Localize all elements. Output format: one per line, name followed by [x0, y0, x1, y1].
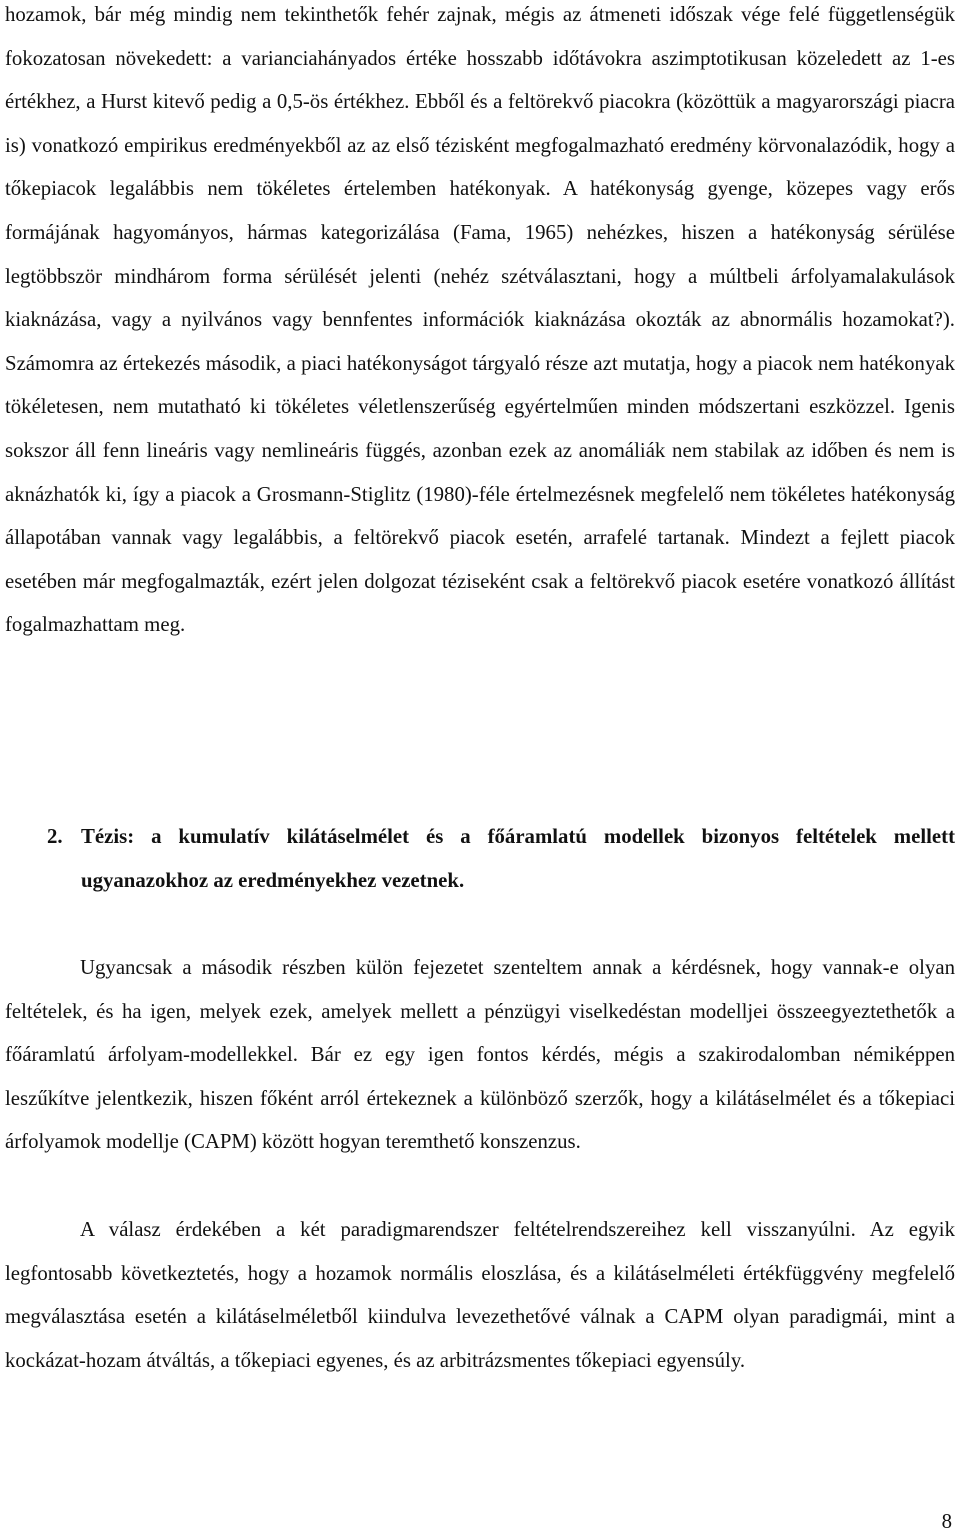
thesis-heading [5, 815, 955, 902]
body-paragraph-3: A válasz érdekében a két paradigmarendszer feltételrendszereihez kell visszanyúlni. Az egyik legfontosabb következtetés, hogy a hozamok normális eloszlása, és a kilátáselméleti értékfüggvény megfelelő megválasztása esetén a kilátáselméletből kiindulva levezethetővé válnak a CAPM olyan paradigmái, mint a kockázat-hozam átváltás, a tőkepiaci egyenes, és az arbitrázsmentes tőkepiaci egyensúly. [5, 1218, 955, 1372]
heading-number: 2. [47, 825, 63, 848]
body-paragraph-1: hozamok, bár még mindig nem tekinthetők fehér zajnak, mégis az átmeneti időszak vége felé függetlenségük fokozatosan növekedett: a varianciahányados értéke hosszabb időtávokra aszimptotikusan közeledett az 1-es értékhez, a Hurst kitevő pedig a 0,5-ös értékhez. Ebből és a feltörekvő piacokra (közöttük a magyarországi piacra is) vonatkozó empirikus eredményekből az az első tézisként megfogalmazható eredmény körvonalazódik, hogy a tőkepiacok legalábbis nem tökéletes értelemben hatékonyak. A hatékonyság gyenge, közepes vagy erős formájának hagyományos, hármas kategorizálása (Fama, 1965) nehézkes, hiszen a hatékonyság sérülése legtöbbször mindhárom forma sérülését jelenti (nehéz szétválasztani, hogy a múltbeli árfolyamalakulások kiaknázása, vagy a nyilvános vagy bennfentes információk kiaknázása okozták az abnormális hozamokat?). Számomra az értekezés második, a piaci hatékonyságot tárgyaló része azt mutatja, hogy a piacok nem hatékonyak tökéletesen, nem mutatható ki tökéletes véletlenszerűség egyértelműen minden módszertani eszközzel. Igenis sokszor áll fenn lineáris vagy nemlineáris függés, azonban ezek az anomáliák nem stabilak az időben és nem is aknázhatók ki, így a piacok a Grosmann-Stiglitz (1980)-féle értelmezésnek megfelelő nem tökéletes hatékonyság állapotában vannak vagy legalábbis, a feltörekvő piacok esetén, arrafelé tartanak. Mindezt a fejlett piacok esetében már megfogalmazták, ezért jelen dolgozat téziseként csak a feltörekvő piacok esetére vonatkozó állítást fogalmazhattam meg. [5, 3, 955, 637]
heading-text: Tézis: a kumulatív kilátáselmélet és a főáramlatú modellek bizonyos feltételek mellett ugyanazokhoz az eredményekhez vezetnek. [81, 825, 955, 892]
page-number: 8 [941, 1510, 952, 1533]
body-paragraph-2: Ugyancsak a második részben külön fejezetet szenteltem annak a kérdésnek, hogy vannak-e olyan feltételek, és ha igen, melyek ezek, amelyek mellett a pénzügyi viselkedéstan modelljei összeegyeztethetők a főáramlatú árfolyam-modellekkel. Bár ez egy igen fontos kérdés, mégis a szakirodalomban némiképpen leszűkítve jelentkezik, hiszen főként arról értekeznek a különböző szerzők, hogy a kilátáselmélet és a tőkepiaci árfolyamok modellje (CAPM) között hogyan teremthető konszenzus. [5, 956, 955, 1154]
heading-number-cell [5, 815, 81, 859]
